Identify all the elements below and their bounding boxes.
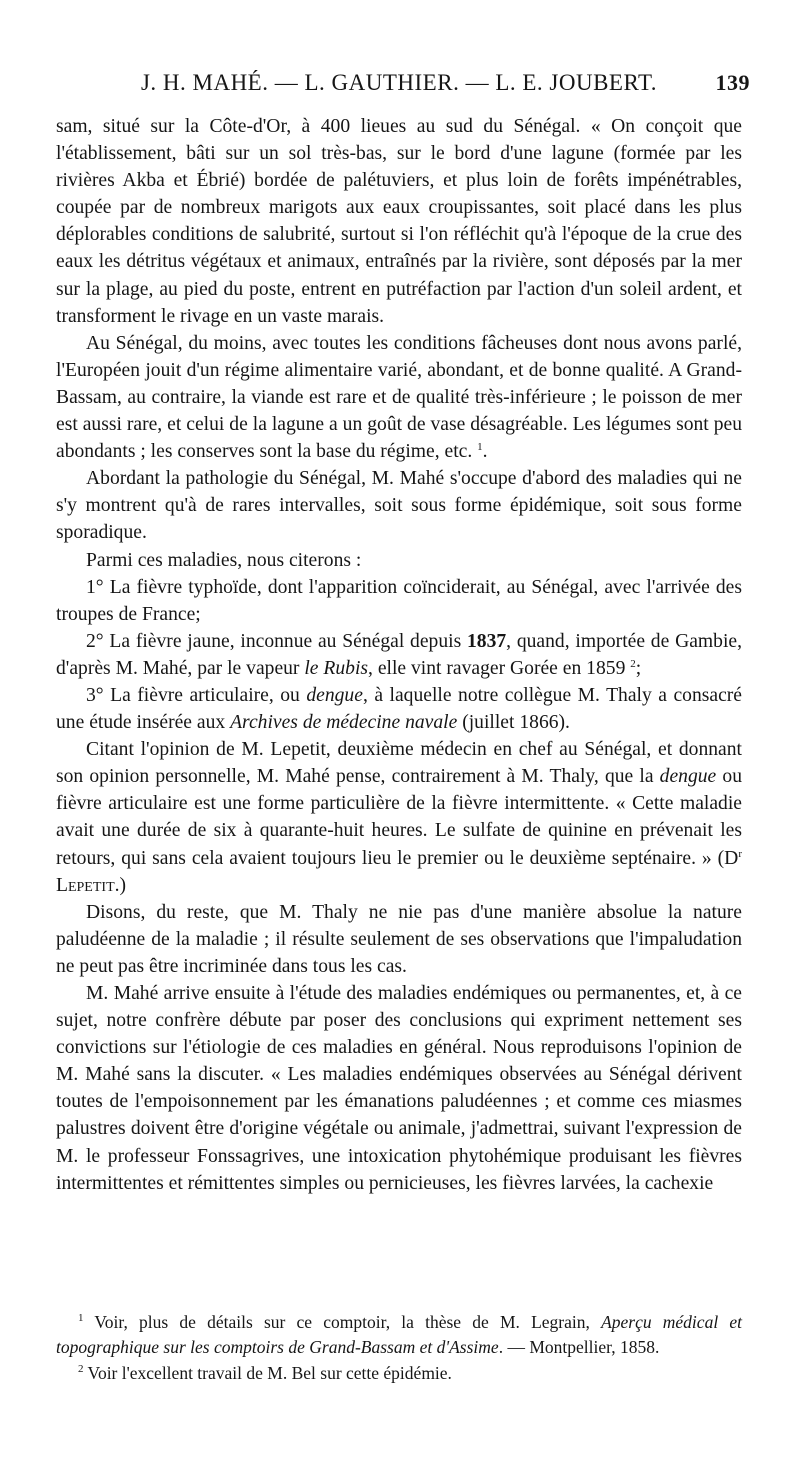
footnote-ref-1: 1	[477, 441, 483, 454]
dengue-text-a: 3° La fièvre articulaire, ou	[86, 684, 307, 706]
footnote-ref-2: 2	[630, 657, 636, 670]
footnote-1-title: Aperçu médical et topographique sur les comptoirs de Grand-Bassam et d'Assime	[56, 1312, 742, 1357]
paragraph-1: sam, situé sur la Côte-d'Or, à 400 lieues au sud du Sénégal. « On conçoit que l'établissement, bâti sur un sol très-bas, sur le bord d'une lagune (formée par les rivières Akba et Ébrié) bordée de palétuviers, et plus loin de forêts impénétrables, coupée par de nombreux marigots aux eaux croupissantes, soit placé dans les plus déplorables conditions de salubrité, surtout si l'on réfléchit qu'à l'époque de la crue des eaux les détritus végétaux et animaux, entraînés par la rivière, sont déposés par la mer sur la plage, au pied du poste, entrent en putréfaction par l'action d'un soleil ardent, et transforment le rivage en un vaste marais.	[56, 116, 742, 327]
body-text	[56, 113, 742, 1197]
list-item-yellow-fever	[56, 628, 742, 682]
footnote-2-mark: 2	[78, 1363, 84, 1375]
yellow-fever-text-a: 2° La fièvre jaune, inconnue au Sénégal depuis	[86, 630, 467, 652]
dengue-term-2: dengue	[659, 766, 717, 788]
lepetit-text-a: Citant l'opinion de M. Lepetit, deuxième médecin en chef au Sénégal, et donnant son opinion personnelle, M. Mahé pense, contrairement à M. Thaly, que la	[56, 739, 742, 788]
paragraph-endemic: M. Mahé arrive ensuite à l'étude des maladies endémiques ou permanentes, et, à ce sujet, notre confrère débute par poser des conclusions qui expriment nettement ses convictions sur l'étiologie de ces maladies en général. Nous reproduisons l'opinion de M. Mahé sans la discuter. « Les maladies endémiques observées au Sénégal dérivent toutes de l'empoisonnement par les émanations paludéennes ; et comme ces miasmes palustres doivent être d'origine végétale ou animale, j'admettrai, suivant l'expression de M. le professeur Fonssagrives, une intoxication phytohémique produisant les fièvres intermittentes et rémittentes simples ou pernicieuses, les fièvres larvées, la cachexie	[56, 983, 742, 1194]
paragraph-2-end: .	[482, 441, 488, 463]
dengue-text-b: , à laquelle notre collègue M. Thaly a consacré une étude insérée aux	[56, 684, 742, 734]
dengue-term: dengue	[306, 684, 363, 706]
paragraph-3: Abordant la pathologie du Sénégal, M. Mahé s'occupe d'abord des maladies qui ne s'y montrent qu'à de rares intervalles, soit sous forme épidémique, soit sous forme sporadique.	[56, 468, 742, 544]
doctor-abbrev-sup: r	[738, 847, 742, 860]
paragraph-lepetit	[56, 736, 742, 899]
page-header	[108, 70, 750, 104]
lepetit-text-b: ou fièvre articulaire est une forme particulière de la fièvre intermittente. « Cette maladie avait une durée de six à quarante-huit heures. Le sulfate de quinine en prévenait les retours, qui sans cela avaient toujours lieu le premier ou le deuxième septénaire. » (D	[56, 766, 743, 869]
ship-name: le Rubis	[304, 657, 369, 679]
yellow-fever-end: ;	[635, 657, 642, 679]
footnote-2-text: Voir l'excellent travail de M. Bel sur cette épidémie.	[83, 1363, 452, 1383]
page-number: 139	[715, 70, 750, 95]
dengue-text-c: (juillet 1866).	[457, 712, 570, 734]
lepetit-end: .)	[114, 874, 127, 896]
footnotes	[56, 1310, 742, 1386]
paragraph-2-text: Au Sénégal, du moins, avec toutes les conditions fâcheuses dont nous avons parlé, l'Européen jouit d'un régime alimentaire varié, abondant, et de bonne qualité. A Grand-Bassam, au contraire, la viande est rare et de qualité très-inférieure ; le poisson de mer est aussi rare, et celui de la lagune a un goût de vase désagréable. Les légumes sont peu abondants ; les conserves sont la base du régime, etc.	[56, 332, 742, 463]
footnote-1-text-a: Voir, plus de détails sur ce comptoir, la thèse de M. Legrain,	[83, 1312, 602, 1332]
paragraph-4: Parmi ces maladies, nous citerons :	[86, 549, 362, 571]
journal-title: Archives de médecine navale	[230, 712, 458, 734]
paragraph-thaly: Disons, du reste, que M. Thaly ne nie pas d'une manière absolue la nature paludéenne de la maladie ; il résulte seulement de ses observations que l'impaludation ne peut pas être incriminée dans tous les cas.	[56, 901, 742, 977]
footnote-1-mark: 1	[78, 1312, 84, 1324]
yellow-fever-text-c: , elle vint ravager Gorée en 1859	[368, 657, 626, 679]
list-item-dengue	[56, 682, 742, 736]
footnote-1-text-b: . — Montpellier, 1858.	[498, 1336, 660, 1357]
list-item-typhoid: 1° La fièvre typhoïde, dont l'apparition coïnciderait, au Sénégal, avec l'arrivée des troupes de France;	[56, 576, 742, 625]
running-head: J. H. MAHÉ. — L. GAUTHIER. — L. E. JOUBERT.	[140, 70, 658, 95]
footnote-2	[56, 1361, 742, 1386]
paragraph-2	[56, 330, 742, 465]
lepetit-name: Lepetit	[56, 874, 115, 896]
yellow-fever-year: 1837	[466, 630, 507, 652]
footnote-1	[56, 1310, 742, 1359]
yellow-fever-text-b: , quand, importée de Gambie, d'après M. Mahé, par le vapeur	[56, 630, 742, 679]
